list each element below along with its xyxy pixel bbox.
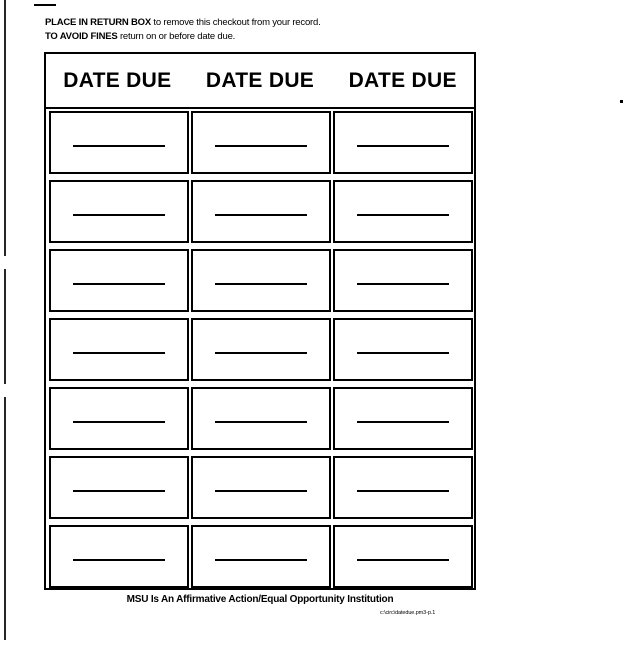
- date-due-box: [49, 318, 189, 381]
- date-due-header-3: DATE DUE: [348, 68, 457, 92]
- scan-edge-left: [4, 0, 6, 640]
- date-due-box: [333, 318, 473, 381]
- date-due-box: [333, 180, 473, 243]
- date-due-box: [191, 180, 331, 243]
- equal-opportunity-statement: MSU Is An Affirmative Action/Equal Opportunity Institution: [126, 594, 394, 605]
- date-due-box: [333, 525, 473, 588]
- date-due-line: [215, 490, 307, 492]
- date-due-box: [333, 111, 473, 174]
- date-due-line: [357, 352, 449, 354]
- scan-mark-right: [620, 100, 623, 103]
- form-code: c:\circ\datedue.pm3-p.1: [380, 610, 436, 616]
- date-due-box: [191, 318, 331, 381]
- instruction-line-2-text: return on or before date due.: [117, 31, 236, 42]
- date-due-box: [333, 456, 473, 519]
- date-due-box: [49, 249, 189, 312]
- date-due-line: [215, 145, 307, 147]
- date-due-header-2: DATE DUE: [205, 68, 315, 92]
- date-due-box: [49, 525, 189, 588]
- date-due-box: [49, 387, 189, 450]
- instruction-line-1-text: to remove this checkout from your record.: [150, 17, 321, 28]
- date-due-line: [73, 214, 165, 216]
- date-due-slip: [44, 52, 476, 590]
- date-due-box: [191, 111, 331, 174]
- date-due-line: [357, 145, 449, 147]
- instruction-line-2-bold: TO AVOID FINES: [45, 31, 118, 42]
- date-due-line: [73, 283, 165, 285]
- date-due-header-row: [46, 54, 474, 109]
- date-due-box: [49, 456, 189, 519]
- date-due-line: [73, 352, 165, 354]
- return-instructions: [45, 16, 485, 44]
- date-due-line: [357, 421, 449, 423]
- date-due-line: [357, 214, 449, 216]
- date-due-line: [215, 421, 307, 423]
- date-due-line: [357, 490, 449, 492]
- date-due-line: [357, 283, 449, 285]
- date-due-box: [191, 387, 331, 450]
- date-due-line: [215, 352, 307, 354]
- date-due-line: [73, 559, 165, 561]
- date-due-box: [191, 525, 331, 588]
- date-due-box: [49, 180, 189, 243]
- date-due-line: [73, 145, 165, 147]
- date-due-box: [191, 456, 331, 519]
- date-due-line: [215, 283, 307, 285]
- date-due-line: [73, 421, 165, 423]
- instruction-line-1-bold: PLACE IN RETURN BOX: [45, 17, 151, 28]
- date-due-line: [215, 559, 307, 561]
- date-due-box: [49, 111, 189, 174]
- date-due-header-1: DATE DUE: [63, 68, 172, 92]
- date-due-box: [333, 249, 473, 312]
- date-due-box: [333, 387, 473, 450]
- date-due-line: [73, 490, 165, 492]
- date-due-box: [191, 249, 331, 312]
- instruction-line-1: [45, 16, 485, 30]
- scan-mark-top: [34, 4, 56, 6]
- instruction-line-2: [45, 30, 485, 44]
- date-due-line: [215, 214, 307, 216]
- date-due-line: [357, 559, 449, 561]
- date-due-grid: [49, 111, 473, 588]
